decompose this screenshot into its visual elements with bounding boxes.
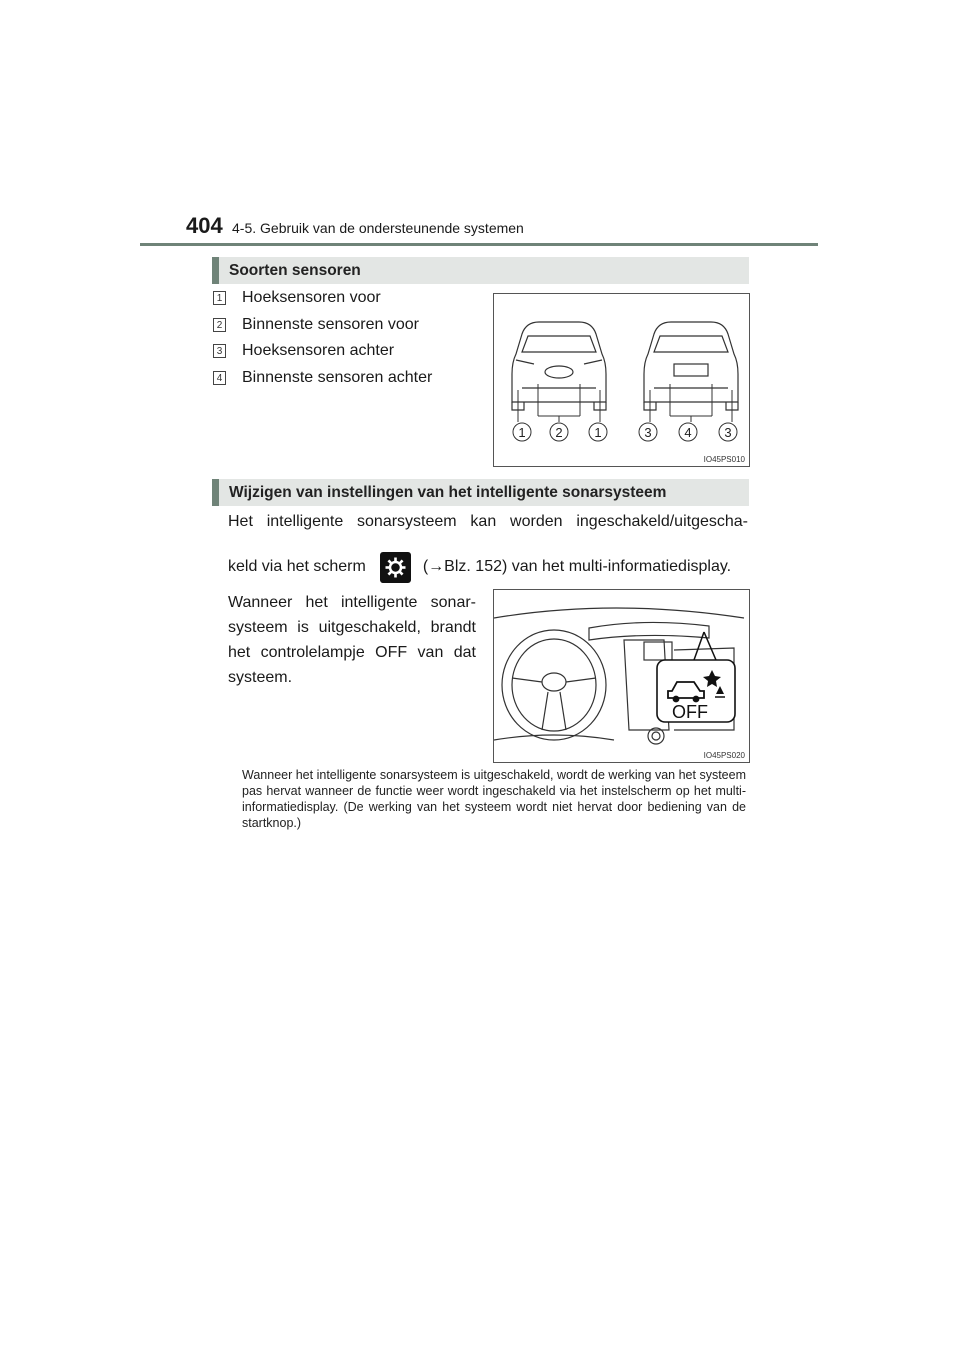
callout-label: 3: [644, 425, 652, 440]
callout-label: 2: [555, 425, 563, 440]
list-item: [213, 369, 432, 387]
section-heading-change-settings: Wijzigen van instellingen van het intelligente sonarsysteem: [212, 479, 749, 506]
sonar-off-indicator-label: OFF: [672, 702, 708, 722]
list-item-label: Hoeksensoren voor: [242, 289, 381, 306]
paragraph-text: Wanneer het intelligente sonar-systeem is uitgeschakeld, brandt het controlelampje OFF van dat systeem.: [228, 594, 476, 686]
list-number: 4: [213, 371, 226, 385]
header-rule: [140, 243, 818, 246]
car-sensors-illustration: [494, 294, 749, 466]
list-number: 2: [213, 318, 226, 332]
figure-code: IO45PS010: [703, 455, 745, 464]
dashboard-indicator-figure: [493, 589, 750, 763]
paragraph-fragment: (→Blz. 152) van het multi-informatiedisplay.: [422, 558, 732, 575]
list-item: [213, 316, 419, 334]
page-number: 404: [186, 213, 223, 238]
dashboard-illustration: [494, 590, 749, 762]
sensor-location-figure: [493, 293, 750, 467]
list-item-label: Binnenste sensoren voor: [242, 316, 419, 333]
list-item: [213, 342, 394, 360]
section-heading-sensor-types: Soorten sensoren: [212, 257, 749, 284]
callout-label: 4: [684, 425, 692, 440]
note-text: Wanneer het intelligente sonarsysteem is uitgeschakeld, wordt de werking van het systeem pas hervat wanneer de functie weer wordt ingeschakeld via het instelscherm op het multi-informatiedisplay. (De werking van het systeem wordt niet hervat door bediening van de startknop.): [242, 768, 746, 830]
list-item-label: Hoeksensoren achter: [242, 342, 395, 359]
paragraph-text: Het intelligente sonarsysteem kan worden ingeschakeld/uitgescha-: [228, 513, 748, 530]
callout-label: 1: [594, 425, 602, 440]
callout-label: 3: [724, 425, 732, 440]
list-item: [213, 289, 381, 307]
chapter-title: 4-5. Gebruik van de ondersteunende systemen: [232, 220, 524, 236]
callout-label: 1: [518, 425, 526, 440]
list-item-label: Binnenste sensoren achter: [242, 369, 433, 386]
list-number: 3: [213, 344, 226, 358]
list-number: 1: [213, 291, 226, 305]
paragraph-text-line: [228, 547, 748, 587]
paragraph-fragment: keld via het scherm: [228, 558, 366, 575]
figure-code: IO45PS020: [703, 751, 745, 760]
settings-gear-icon: [380, 552, 411, 583]
